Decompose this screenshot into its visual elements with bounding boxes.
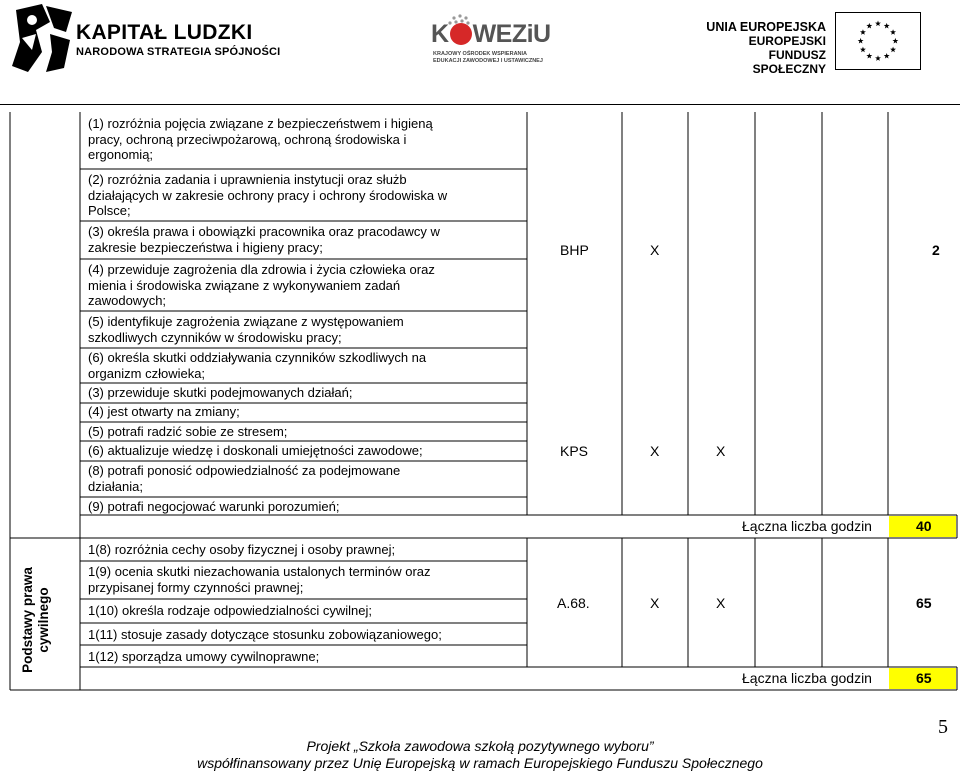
outcome-line: 1(8) rozróżnia cechy osoby fizycznej i osoby prawnej; [88,542,396,557]
outcome-line: (1) rozróżnia pojęcia związane z bezpieczeństwem i higieną [88,116,433,131]
section1-outcome-cell [88,116,433,163]
outcome-line: 1(10) określa rodzaje odpowiedzialności cywilnej; [88,603,372,618]
footer-project: Projekt „Szkoła zawodowa szkołą pozytywnego wyboru” [306,738,654,754]
outcome-line: mienia i środowiska związane z wykonywaniem zadań [88,277,401,293]
section1-outcome-cell [88,424,287,440]
section1-outcome-cell [88,350,426,381]
outcome-line: (5) identyfikuje zagrożenia związane z występowaniem [88,314,404,329]
kowezu-word-post: WEZiU [472,20,551,48]
outcome-line: (8) potrafi ponosić odpowiedzialność za podejmowane [88,463,401,478]
section1-outcome-cell [88,172,447,219]
outcome-line: szkodliwych czynników w środowisku pracy; [88,329,342,345]
bhp-mark-1: X [650,242,660,258]
outcome-line: (4) przewiduje zagrożenia dla zdrowia i życia człowieka oraz [88,262,435,277]
outcome-line: 1(9) ocenia skutki niezachowania ustalonych terminów oraz [88,564,431,579]
kapital-ludzki-title: KAPITAŁ LUDZKI [76,21,253,44]
kowezu-subtitle-line1: KRAJOWY OŚRODEK WSPIERANIA [433,51,528,57]
section2-total-label: Łączna liczba godzin [742,670,872,686]
outcome-line: organizm człowieka; [88,365,206,381]
section2-title [20,540,52,700]
section1-outcome-cell [88,463,400,494]
section1-outcome-cell [88,314,404,345]
outcome-line: (9) potrafi negocjować warunki porozumień; [88,499,340,514]
module-code-a68: A.68. [557,595,590,611]
outcome-line: (3) określa prawa i obowiązki pracownika oraz pracodawcy w [88,224,440,239]
a68-hours: 65 [916,595,932,611]
section2-outcome-cell [88,603,372,619]
section2-title-line1: Podstawy prawa [20,567,35,673]
section1-outcome-cell [88,224,440,255]
section1-outcome-cell [88,262,435,309]
module-code-kps: KPS [560,443,589,459]
outcome-line: Polsce; [88,203,131,219]
eu-line2: EUROPEJSKI [748,34,826,48]
outcome-line: zawodowych; [88,293,167,309]
kps-mark-1: X [650,443,660,459]
outcome-line: 1(12) sporządza umowy cywilnoprawne; [88,649,320,664]
eu-line1: UNIA EUROPEJSKA [706,20,826,34]
page-number: 5 [938,716,948,738]
outcome-line: ergonomią; [88,147,154,163]
outcome-line: przypisanej formy czynności prawnej; [88,579,304,595]
section1-outcome-cell [88,443,423,459]
outcome-line: (6) aktualizuje wiedzę i doskonali umiejętności zawodowe; [88,443,423,458]
kapital-ludzki-subtitle: NARODOWA STRATEGIA SPÓJNOŚCI [76,46,281,58]
bhp-hours: 2 [932,242,940,258]
module-code-bhp: BHP [560,242,589,258]
outcome-line: działających w zakresie ochrony pracy i ochrony środowiska w [88,187,448,203]
outcome-line: (3) przewiduje skutki podejmowanych działań; [88,385,353,400]
outcome-line: (2) rozróżnia zadania i uprawnienia instytucji oraz służb [88,172,407,187]
section1-outcome-cell [88,499,339,515]
kowezu-word-pre: K [431,20,449,48]
outcome-line: (6) określa skutki oddziaływania czynników szkodliwych na [88,350,427,365]
outcome-line: (4) jest otwarty na zmiany; [88,404,240,419]
footer-funding: współfinansowany przez Unię Europejską w ramach Europejskiego Funduszu Społecznego [197,755,763,771]
section1-total-label: Łączna liczba godzin [742,518,872,534]
kowezu-subtitle-line2: EDUKACJI ZAWODOWEJ I USTAWICZNEJ [433,58,543,64]
a68-mark-1: X [650,595,660,611]
section2-outcome-cell [88,564,431,595]
outcome-line: (5) potrafi radzić sobie ze stresem; [88,424,288,439]
section2-outcome-cell [88,627,442,643]
outcome-line: pracy, ochroną przeciwpożarową, ochroną środowiska i [88,131,407,147]
section2-outcome-cell [88,542,395,558]
a68-mark-2: X [716,595,726,611]
outcome-line: działania; [88,478,143,494]
kps-mark-2: X [716,443,726,459]
section1-outcome-cell [88,404,240,420]
section2-total-value: 65 [916,670,932,686]
outcome-line: 1(11) stosuje zasady dotyczące stosunku zobowiązaniowego; [88,627,442,642]
section1-total-value: 40 [916,518,932,534]
eu-line3: FUNDUSZ SPOŁECZNY [752,48,826,76]
section2-outcome-cell [88,649,319,665]
section1-outcome-cell [88,385,352,401]
outcome-line: zakresie bezpieczeństwa i higieny pracy; [88,239,323,255]
section2-title-line2: cywilnego [36,587,51,653]
